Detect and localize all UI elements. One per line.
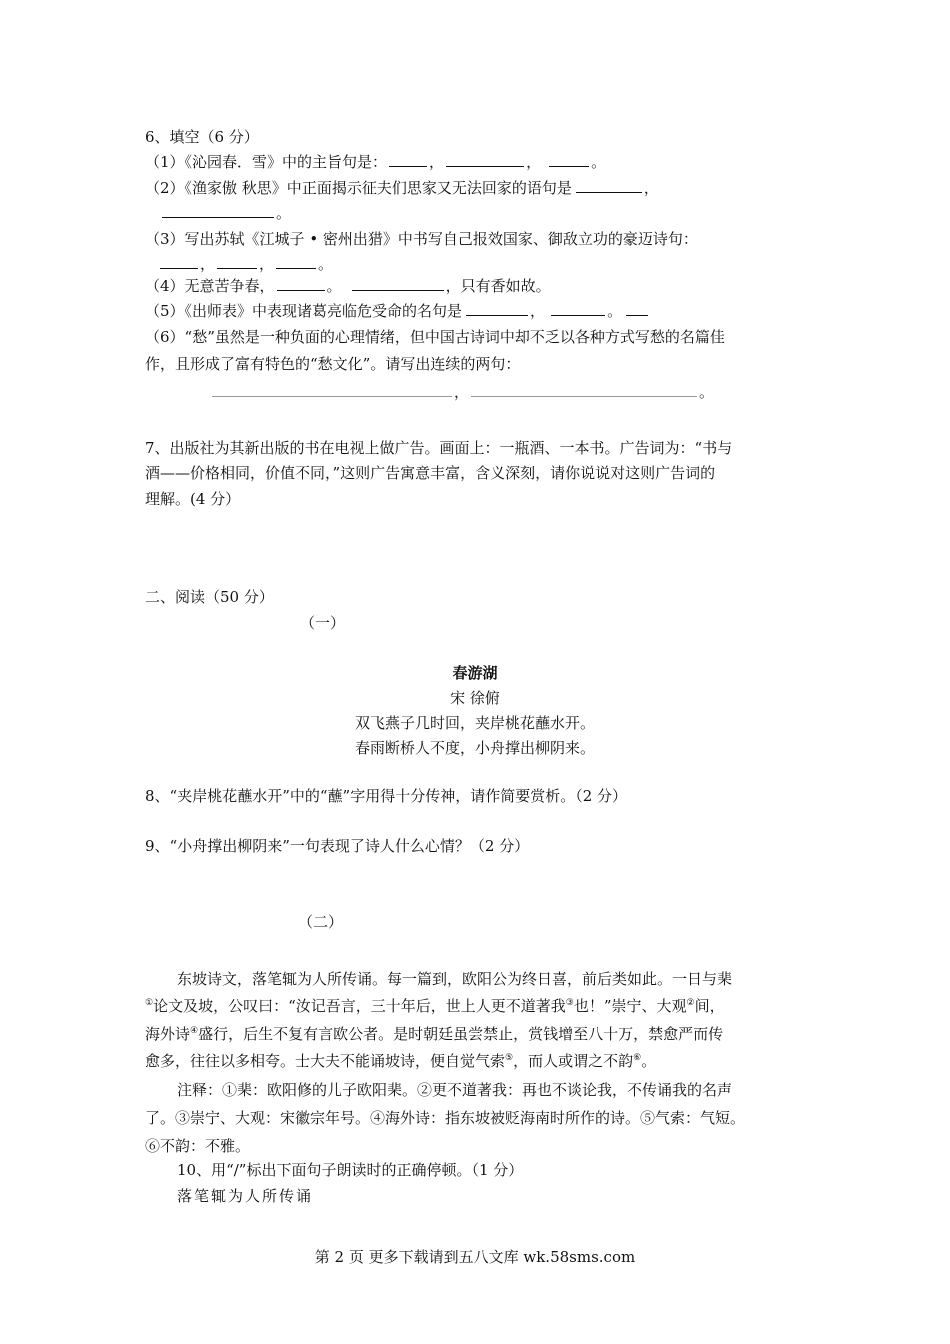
answer-blank[interactable] (471, 382, 697, 397)
answer-blank[interactable] (160, 254, 198, 269)
notes-line-3: ⑥不韵：不雅。 (145, 1137, 251, 1155)
passage-text: ，而人或谓之不韵 (513, 1052, 634, 1070)
answer-blank[interactable] (549, 152, 589, 167)
q6-item-5 (145, 301, 650, 321)
passage-text: 愈多，往往以多相夸。士大夫不能诵坡诗，便自觉气索 (145, 1052, 506, 1070)
footnote-marker: ⑤ (505, 1053, 514, 1063)
period: 。 (276, 204, 292, 222)
poem-line-2: 春雨断桥人不度，小舟撑出柳阴来。 (354, 739, 595, 757)
q6-item-6-line1: （6）“愁”虽然是一种负面的心理情绪，但中国古诗词中却不乏以各种方式写愁的名篇佳 (145, 328, 725, 346)
period: 。 (607, 302, 623, 320)
passage-text: 。 (641, 1052, 657, 1070)
comma: ， (200, 255, 216, 273)
passage-text: 盛行，后生不复有言欧公者。是时朝廷虽尝禁止，赏钱增至八十万，禁愈严而传 (198, 1025, 724, 1043)
q6-item-3: （3）写出苏轼《江城子 • 密州出猎》中书写自己报效国家、御敌立功的豪迈诗句： (145, 230, 698, 248)
q6-item-1 (145, 152, 606, 172)
part-two-label: （二） (298, 913, 344, 931)
comma: ， (429, 153, 445, 171)
part-one-label: （一） (300, 614, 346, 632)
comma: ， (530, 302, 546, 320)
answer-blank[interactable] (389, 152, 427, 167)
footnote-marker: ⑥ (633, 1053, 642, 1063)
answer-blank[interactable] (162, 203, 274, 218)
question-10: 10、用“/”标出下面句子朗读时的正确停顿。（1 分） (177, 1161, 524, 1179)
answer-blank[interactable] (466, 301, 528, 316)
passage-line-2 (145, 996, 725, 1016)
comma: ， (259, 255, 275, 273)
q6-item-2 (145, 178, 659, 198)
page-footer: 第 2 页 更多下载请到五八文库 wk.58sms.com (314, 1248, 636, 1266)
answer-blank[interactable] (576, 178, 642, 193)
passage-text: 论文及坡，公叹曰：“汝记吾言，三十年后，世上人更不道著我 (153, 997, 566, 1015)
answer-blank[interactable] (276, 254, 316, 269)
footnote-marker: ④ (190, 1026, 199, 1036)
poem-line-1: 双飞燕子几时回，夹岸桃花蘸水开。 (354, 714, 595, 732)
notes-line-1: 注释：①棐：欧阳修的儿子欧阳棐。②更不道著我：再也不谈论我，不传诵我的名声 (177, 1081, 733, 1099)
comma: ， (526, 153, 542, 171)
period: 。 (699, 383, 715, 401)
comma: ， (454, 383, 470, 401)
footnote-marker: ③ (565, 998, 574, 1008)
question-10-sentence: 落笔辄为人所传诵 (177, 1187, 314, 1205)
passage-line-4 (145, 1051, 656, 1071)
q6-item-4-text: （4）无意苦争春， (145, 277, 275, 295)
period: 。 (591, 153, 607, 171)
q6-item-2-text: （2）《渔家傲 秋思》中正面揭示征夫们思家又无法回家的语句是 (145, 179, 572, 197)
q6-item-6-line2: 作，且形成了富有特色的“愁文化”。请写出连续的两句： (145, 355, 521, 373)
answer-blank[interactable] (352, 276, 444, 291)
q6-title: 6、填空（6 分） (145, 128, 259, 146)
poem-author: 宋 徐俯 (450, 689, 500, 707)
answer-blank[interactable] (626, 301, 648, 316)
q6-item-6-blanks (210, 382, 714, 402)
notes-line-2: 了。③崇宁、大观：宋徽宗年号。④海外诗：指东坡被贬海南时所作的诗。⑤气索：气短。 (145, 1109, 746, 1127)
answer-blank[interactable] (551, 301, 605, 316)
footnote-marker: ① (145, 998, 154, 1008)
question-9: 9、“小舟撑出柳阴来”一句表现了诗人什么心情？（2 分） (145, 837, 530, 855)
footnote-marker: ② (686, 998, 695, 1008)
q6-item-1-text: （1）《沁园春．雪》中的主旨句是： (145, 153, 388, 171)
q7-line-2: 酒——价格相同，价值不同，”这则广告寓意丰富，含义深刻，请你说说对这则广告词的 (145, 464, 716, 482)
period: 。 (318, 255, 334, 273)
q6-item-3-blanks (158, 254, 333, 274)
question-8: 8、“夹岸桃花蘸水开”中的“蘸”字用得十分传神，请作简要赏析。（2 分） (145, 787, 628, 805)
period: 。 (326, 277, 342, 295)
answer-blank[interactable] (212, 382, 452, 397)
passage-text: 海外诗 (145, 1025, 191, 1043)
answer-blank[interactable] (446, 152, 524, 167)
q6-item-5-text: （5）《出师表》中表现诸葛亮临危受命的名句是 (145, 302, 463, 320)
answer-blank[interactable] (217, 254, 257, 269)
q7-line-1: 7、出版社为其新出版的书在电视上做广告。画面上：一瓶酒、一本书。广告词为：“书与 (145, 439, 733, 457)
passage-line-1: 东坡诗文，落笔辄为人所传诵。每一篇到，欧阳公为终日喜，前后类如此。一日与棐 (177, 970, 733, 988)
answer-blank[interactable] (277, 276, 325, 291)
q6-item-2-cont (160, 203, 291, 223)
poem-title: 春游湖 (452, 664, 498, 682)
q6-item-4 (145, 276, 551, 296)
passage-text: 也！”崇宁、大观 (573, 997, 687, 1015)
q7-line-3: 理解。(4 分） (145, 490, 241, 508)
passage-line-3 (145, 1024, 723, 1044)
q6-item-4-end: ，只有香如故。 (445, 277, 551, 295)
passage-text: 间， (694, 997, 725, 1015)
section-heading: 二、阅读（50 分） (145, 588, 274, 606)
comma: ， (643, 179, 659, 197)
